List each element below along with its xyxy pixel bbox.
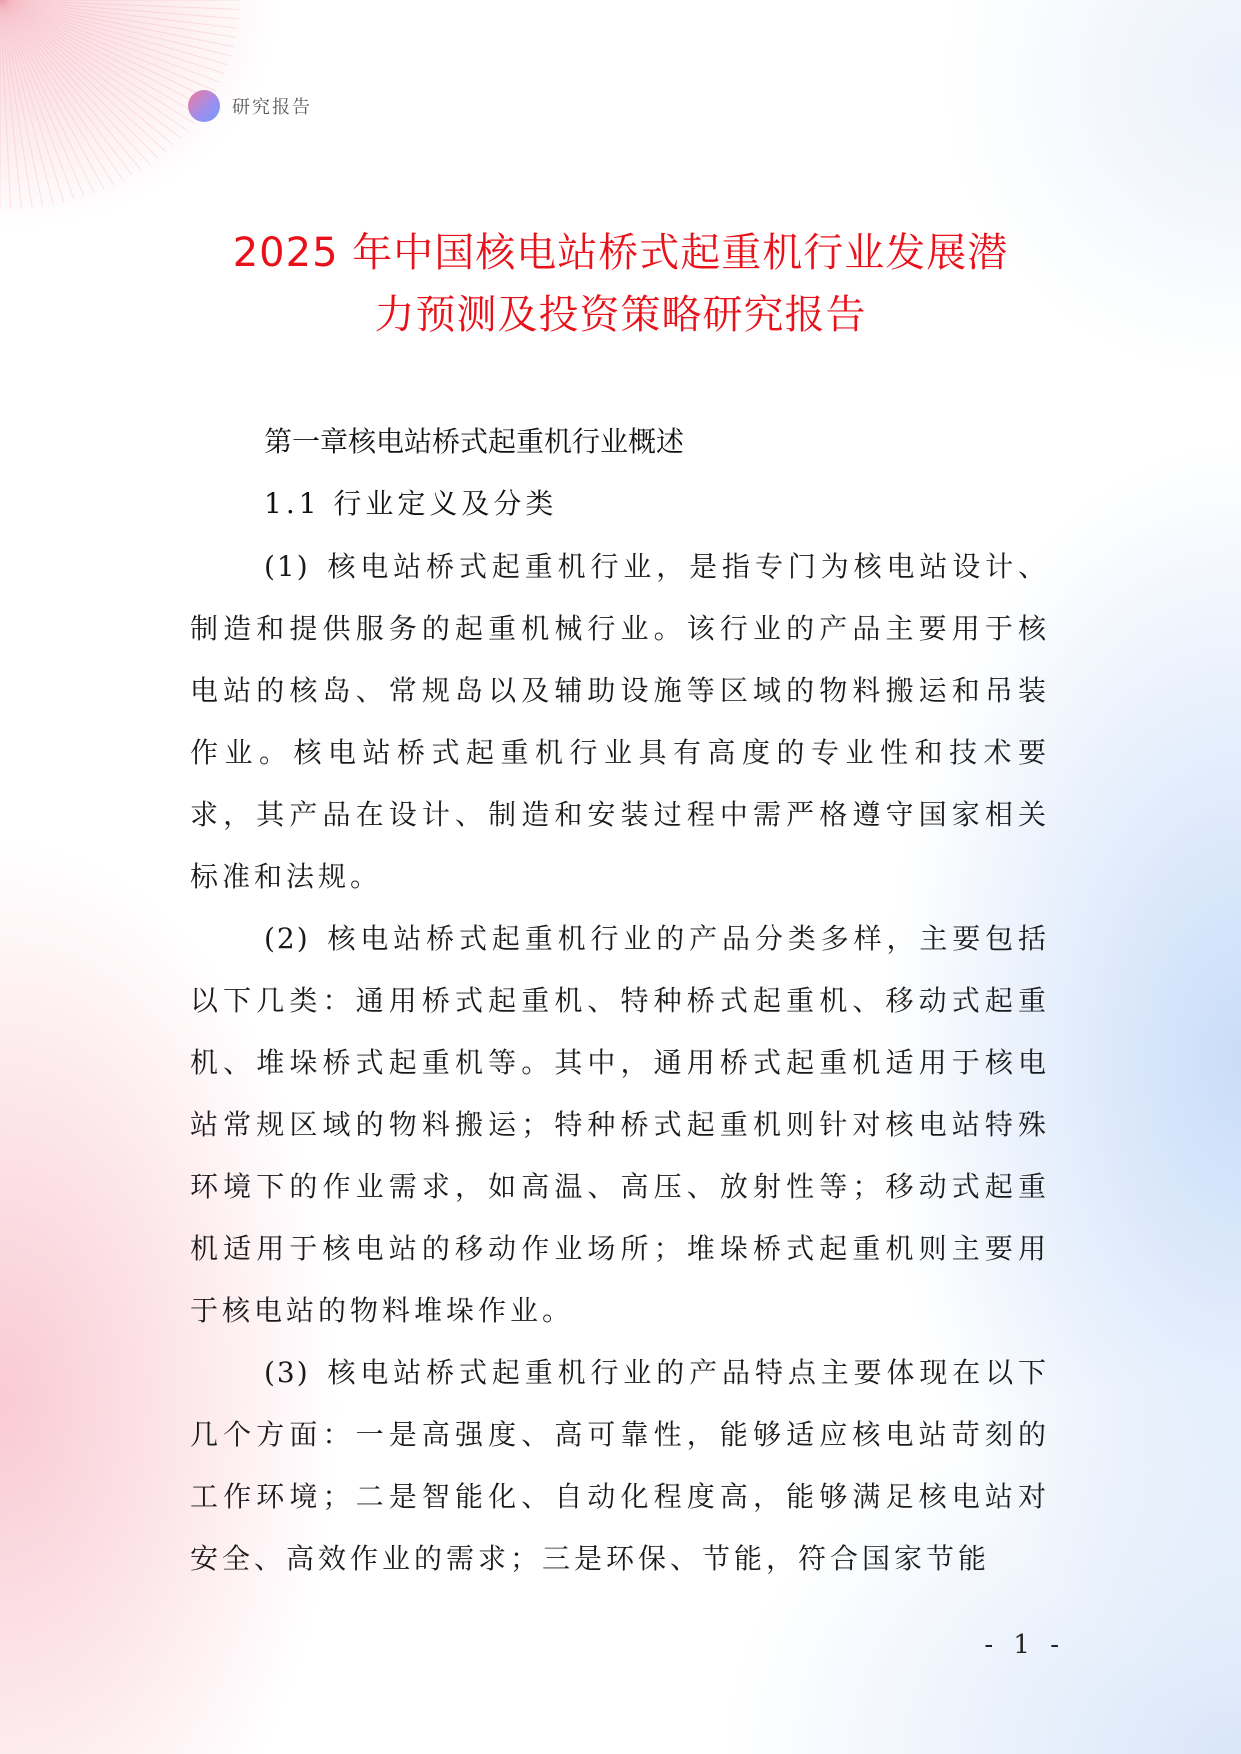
paragraph-2 bbox=[190, 908, 1050, 1342]
document-title bbox=[150, 222, 1091, 346]
paragraph-1 bbox=[190, 536, 1050, 908]
chapter-heading: 第一章核电站桥式起重机行业概述 bbox=[264, 425, 685, 458]
document-title-line-2: 力预测及投资策略研究报告 bbox=[374, 292, 867, 338]
brand-logo-icon bbox=[188, 90, 220, 122]
page-number: - 1 - bbox=[984, 1630, 1065, 1660]
document-title-line-1: 2025 年中国核电站桥式起重机行业发展潜 bbox=[232, 230, 1009, 276]
paragraph-1-text: 核电站桥式起重机行业，是指专门为核电站设计、制造和提供服务的起重机械行业。该行业的产品主要用于核电站的核岛、常规岛以及辅助设施等区域的物料搬运和吊装作业。核电站桥式起重机行业具有高度的专业性和技术要求，其产品在设计、制造和安装过程中需严格遵守国家相关标准和法规。 bbox=[190, 550, 1050, 893]
paragraph-3-text: 核电站桥式起重机行业的产品特点主要体现在以下几个方面：一是高强度、高可靠性，能够适应核电站苛刻的工作环境；二是智能化、自动化程度高，能够满足核电站对安全、高效作业的需求；三是环保、节能，符合国家节能 bbox=[190, 1356, 1050, 1575]
paragraph-1-number: (1) bbox=[264, 550, 310, 583]
brand-header bbox=[188, 90, 312, 122]
paragraph-3 bbox=[190, 1342, 1050, 1590]
paragraph-3-number: (3) bbox=[264, 1356, 310, 1389]
paragraph-2-number: (2) bbox=[264, 922, 310, 955]
paragraph-2-text: 核电站桥式起重机行业的产品分类多样，主要包括以下几类：通用桥式起重机、特种桥式起重机、移动式起重机、堆垛桥式起重机等。其中，通用桥式起重机适用于核电站常规区域的物料搬运；特种桥式起重机则针对核电站特殊环境下的作业需求，如高温、高压、放射性等；移动式起重机适用于核电站的移动作业场所；堆垛桥式起重机则主要用于核电站的物料堆垛作业。 bbox=[190, 922, 1050, 1327]
section-heading: 1.1 行业定义及分类 bbox=[264, 487, 558, 520]
body-text bbox=[190, 536, 1050, 1590]
brand-label: 研究报告 bbox=[232, 97, 312, 118]
